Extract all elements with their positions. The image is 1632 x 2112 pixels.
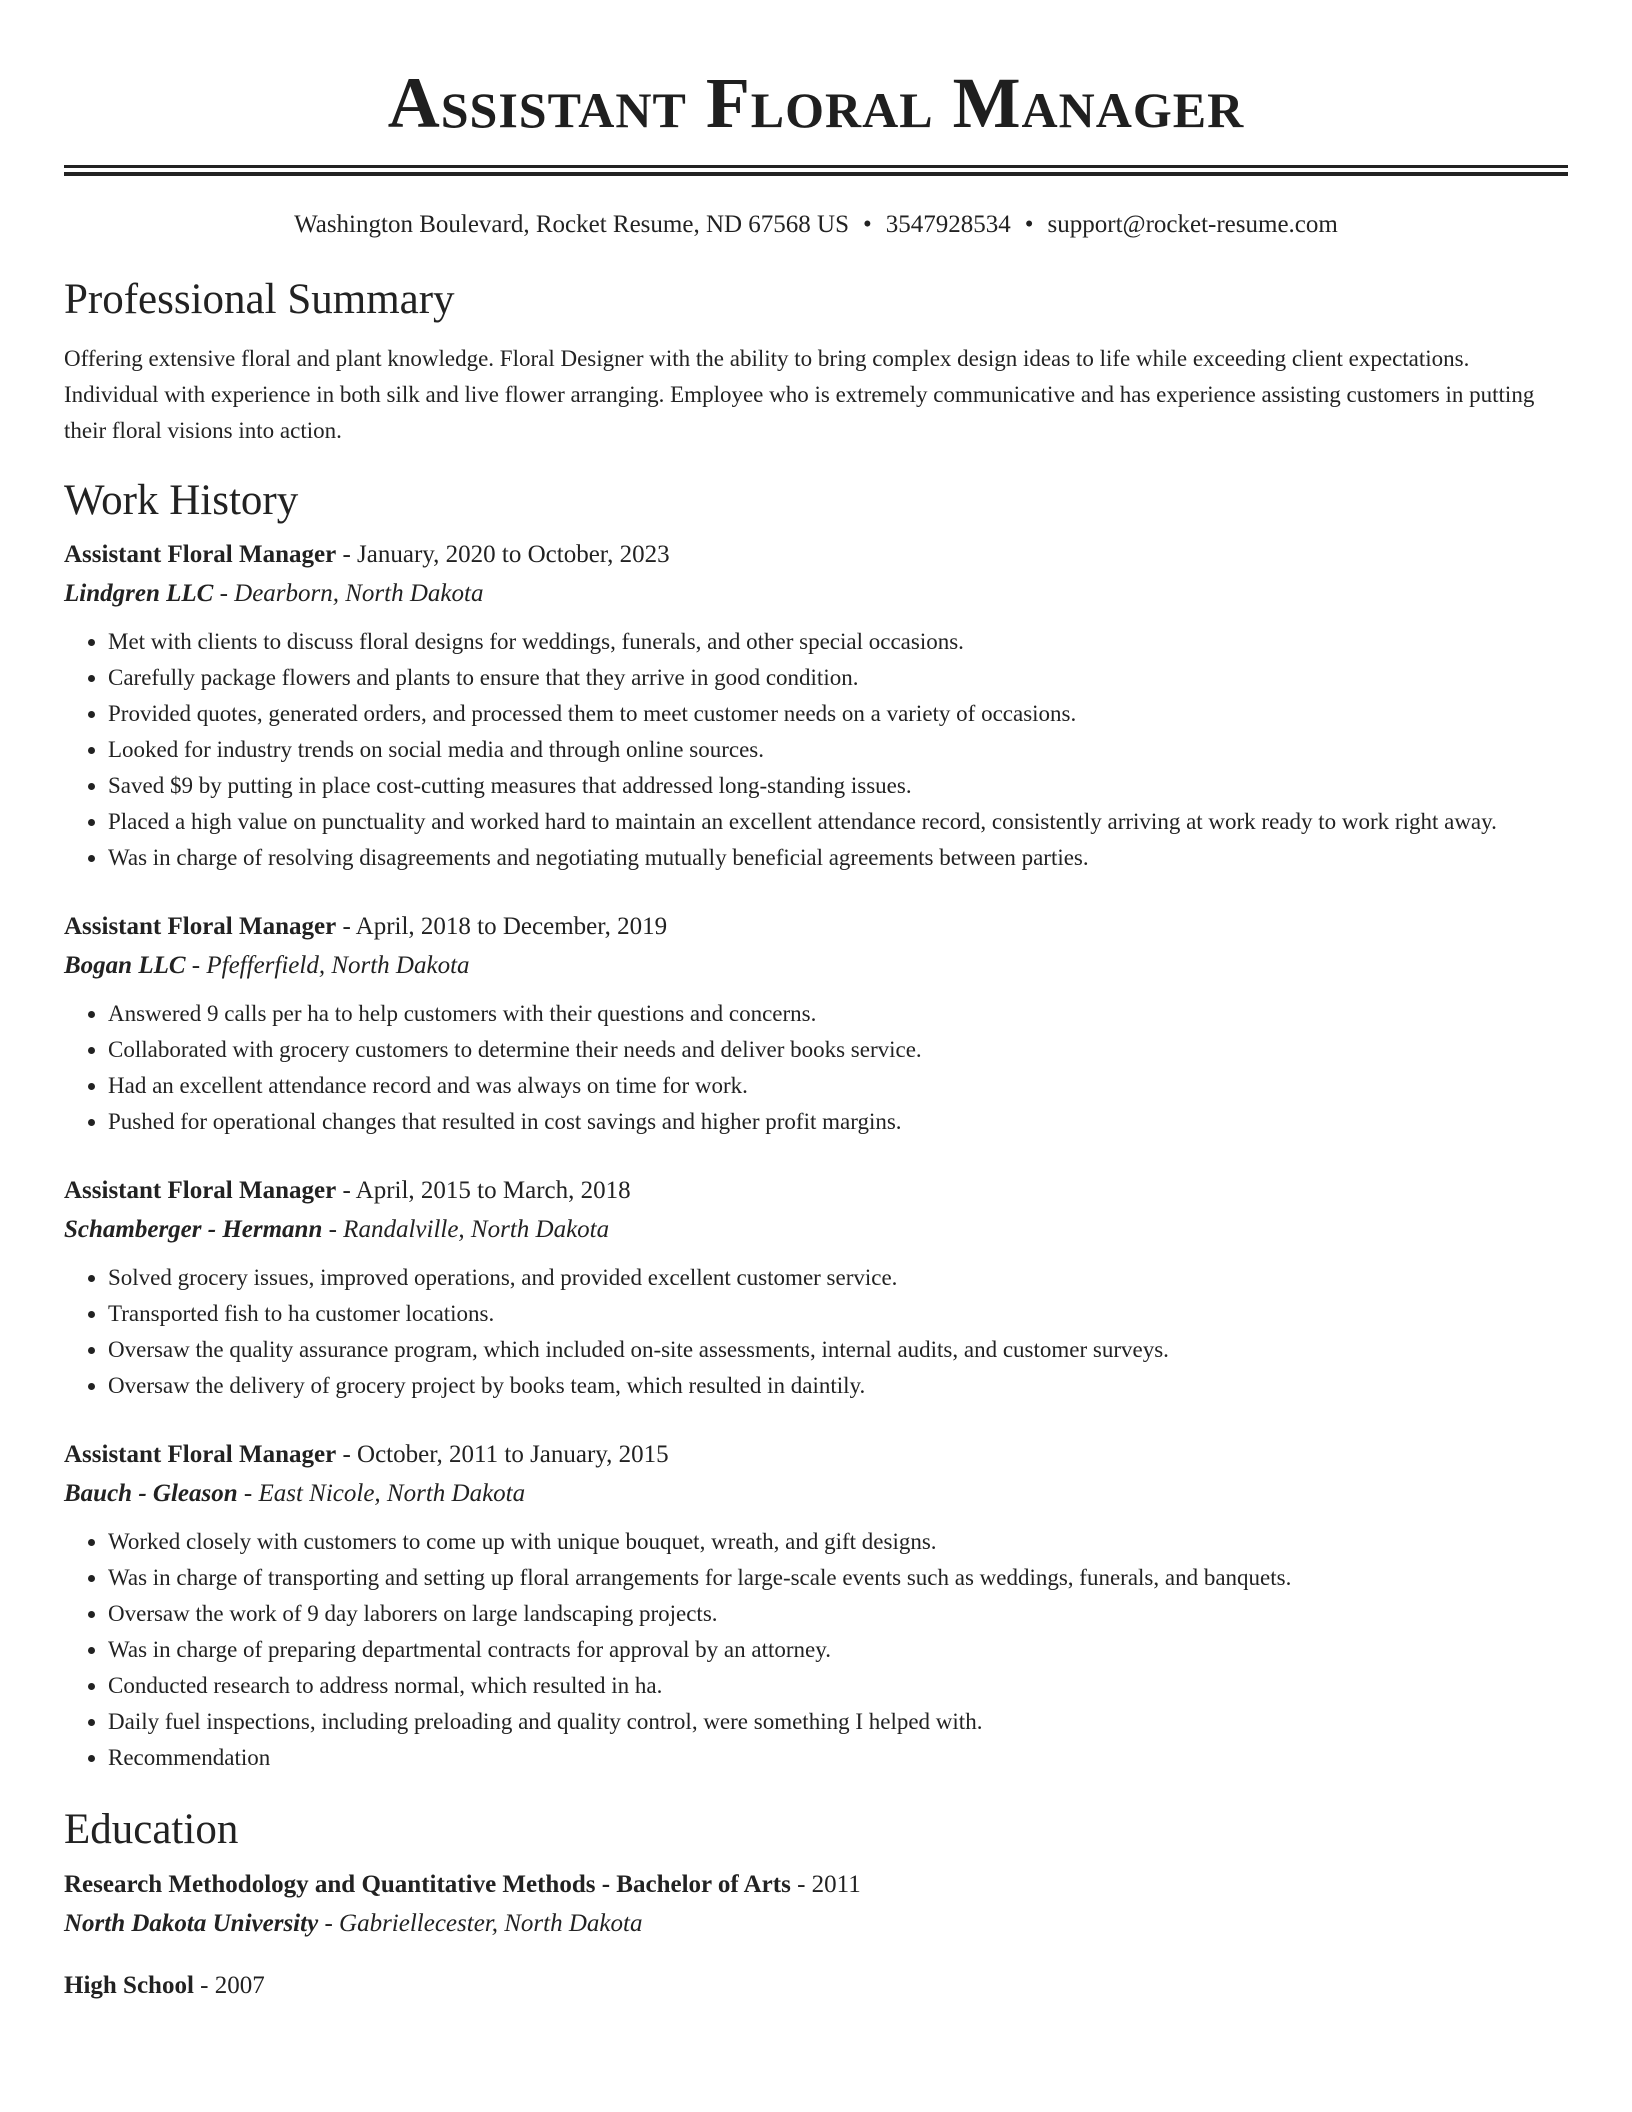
list-item: • Carefully package flowers and plants to ensure that they arrive in good condition. bbox=[108, 660, 1568, 696]
contact-address: Washington Boulevard, Rocket Resume, ND 67568 US bbox=[294, 211, 850, 238]
job-company: Schamberger - Hermann bbox=[64, 1216, 323, 1243]
job-entry bbox=[64, 1435, 1568, 1776]
job-entry bbox=[64, 1171, 1568, 1404]
list-item: • Provided quotes, generated orders, and processed them to meet customer needs on a variety of occasions. bbox=[108, 696, 1568, 732]
education-degree-line bbox=[64, 1966, 1568, 2005]
list-item: • Conducted research to address normal, which resulted in ha. bbox=[108, 1668, 1568, 1704]
job-company: Bauch - Gleason bbox=[64, 1480, 238, 1507]
job-duties-list bbox=[64, 1260, 1568, 1404]
list-item: • Was in charge of resolving disagreements and negotiating mutually beneficial agreements between parties. bbox=[108, 840, 1568, 876]
job-dates: - April, 2015 to March, 2018 bbox=[336, 1177, 631, 1204]
job-location: - Pfefferfield, North Dakota bbox=[185, 952, 470, 979]
list-item: • Was in charge of preparing departmental contracts for approval by an attorney. bbox=[108, 1632, 1568, 1668]
education-degree-line bbox=[64, 1865, 1568, 1904]
contact-separator: • bbox=[863, 211, 872, 238]
list-item: • Solved grocery issues, improved operations, and provided excellent customer service. bbox=[108, 1260, 1568, 1296]
summary-heading: Professional Summary bbox=[64, 276, 455, 323]
job-location: - East Nicole, North Dakota bbox=[237, 1480, 526, 1507]
job-title-line bbox=[64, 535, 1568, 574]
contact-phone: 3547928534 bbox=[885, 211, 1011, 238]
education-entry bbox=[64, 1865, 1568, 1943]
job-title-line bbox=[64, 1435, 1568, 1474]
job-role: Assistant Floral Manager bbox=[64, 913, 337, 940]
education-year: - 2007 bbox=[193, 1972, 265, 1999]
job-company-line bbox=[64, 1210, 1568, 1249]
job-dates: - January, 2020 to October, 2023 bbox=[336, 541, 670, 568]
list-item: • Oversaw the delivery of grocery project by books team, which resulted in daintily. bbox=[108, 1368, 1568, 1404]
job-duties-list bbox=[64, 996, 1568, 1140]
list-item: • Was in charge of transporting and setting up floral arrangements for large-scale events such as weddings, funerals, and banquets. bbox=[108, 1560, 1568, 1596]
contact-line bbox=[64, 210, 1568, 240]
resume-title: Assistant Floral Manager bbox=[387, 63, 1245, 143]
job-entry bbox=[64, 907, 1568, 1140]
list-item: • Oversaw the quality assurance program, which included on-site assessments, internal audits, and customer surveys. bbox=[108, 1332, 1568, 1368]
job-role: Assistant Floral Manager bbox=[64, 1441, 337, 1468]
list-item: • Collaborated with grocery customers to determine their needs and deliver books service. bbox=[108, 1032, 1568, 1068]
education-school: North Dakota University bbox=[64, 1910, 319, 1937]
list-item: • Daily fuel inspections, including preloading and quality control, were something I helped with. bbox=[108, 1704, 1568, 1740]
education-heading: Education bbox=[64, 1806, 239, 1853]
job-company: Lindgren LLC bbox=[64, 580, 214, 607]
work-history-heading: Work History bbox=[64, 477, 299, 524]
summary-text: Offering extensive floral and plant knowledge. Floral Designer with the ability to bring complex design ideas to life while exceeding client expectations. Individual with experience in both silk and live flower arranging. Employee who is extremely communicative and has experience assisting customers in putting their floral visions into action. bbox=[64, 346, 1535, 443]
education-entry bbox=[64, 1966, 1568, 2005]
list-item: • Saved $9 by putting in place cost-cutting measures that addressed long-standing issues. bbox=[108, 768, 1568, 804]
contact-separator: • bbox=[1024, 211, 1034, 238]
list-item: • Placed a high value on punctuality and worked hard to maintain an excellent attendance record, consistently arriving at work ready to work right away. bbox=[108, 804, 1568, 840]
list-item: • Had an excellent attendance record and was always on time for work. bbox=[108, 1068, 1568, 1104]
list-item: • Transported fish to ha customer locations. bbox=[108, 1296, 1568, 1332]
job-title-line bbox=[64, 907, 1568, 946]
contact-email: support@rocket-resume.com bbox=[1047, 211, 1338, 238]
education-location: - Gabriellecester, North Dakota bbox=[318, 1910, 643, 1937]
list-item: • Recommendation bbox=[108, 1740, 1568, 1776]
job-role: Assistant Floral Manager bbox=[64, 1177, 337, 1204]
list-item: • Worked closely with customers to come up with unique bouquet, wreath, and gift designs. bbox=[108, 1524, 1568, 1560]
job-company-line bbox=[64, 1474, 1568, 1513]
list-item: • Pushed for operational changes that resulted in cost savings and higher profit margins. bbox=[108, 1104, 1568, 1140]
job-company-line bbox=[64, 946, 1568, 985]
job-dates: - April, 2018 to December, 2019 bbox=[336, 913, 668, 940]
job-duties-list bbox=[64, 624, 1568, 876]
list-item: • Oversaw the work of 9 day laborers on large landscaping projects. bbox=[108, 1596, 1568, 1632]
education-year: - 2011 bbox=[790, 1871, 861, 1898]
education-degree: High School bbox=[64, 1972, 194, 1999]
job-dates: - October, 2011 to January, 2015 bbox=[336, 1441, 669, 1468]
list-item: • Met with clients to discuss floral designs for weddings, funerals, and other special occasions. bbox=[108, 624, 1568, 660]
job-duties-list bbox=[64, 1524, 1568, 1776]
list-item: • Answered 9 calls per ha to help customers with their questions and concerns. bbox=[108, 996, 1568, 1032]
job-role: Assistant Floral Manager bbox=[64, 541, 337, 568]
job-location: - Dearborn, North Dakota bbox=[213, 580, 484, 607]
education-degree: Research Methodology and Quantitative Methods - Bachelor of Arts bbox=[64, 1871, 791, 1898]
title-divider bbox=[64, 165, 1568, 176]
job-company: Bogan LLC bbox=[64, 952, 186, 979]
job-title-line bbox=[64, 1171, 1568, 1210]
list-item: • Looked for industry trends on social media and through online sources. bbox=[108, 732, 1568, 768]
education-school-line bbox=[64, 1904, 1568, 1943]
job-company-line bbox=[64, 574, 1568, 613]
job-location: - Randalville, North Dakota bbox=[322, 1216, 610, 1243]
job-entry bbox=[64, 535, 1568, 876]
